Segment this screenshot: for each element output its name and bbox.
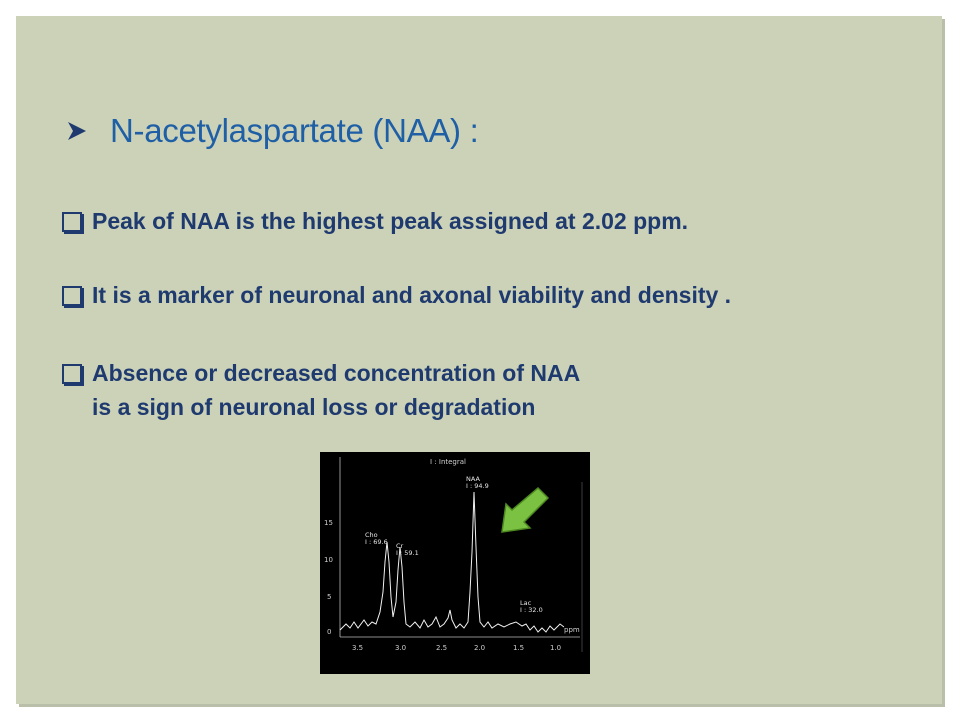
x-tick-label: 2.5	[436, 644, 448, 652]
x-tick-label: 1.5	[513, 644, 525, 652]
green-arrow-icon	[502, 488, 548, 532]
y-tick-label: 15	[324, 519, 333, 527]
checkbox-bullet-icon	[62, 286, 82, 306]
peak-integral: I : 94.9	[466, 482, 489, 490]
peak-label: Cr	[396, 542, 404, 550]
spectrum-legend: I : Integral	[430, 458, 466, 466]
bullet-item	[62, 204, 688, 238]
x-tick-label: 3.0	[395, 644, 407, 652]
y-tick-label: 0	[327, 628, 332, 636]
bullet-text: Absence or decreased concentration of NAA is a sign of neuronal loss or degradation	[92, 360, 580, 420]
bullet-text: Peak of NAA is the highest peak assigned at 2.02 ppm.	[92, 208, 689, 234]
peak-label: Cho	[365, 531, 378, 539]
peak-label: Lac	[520, 599, 532, 607]
checkbox-bullet-icon	[62, 364, 82, 384]
peak-integral: I : 59.1	[396, 549, 419, 557]
peak-integral: I : 32.0	[520, 606, 543, 614]
x-tick-label: 2.0	[474, 644, 486, 652]
checkbox-bullet-icon	[62, 212, 82, 232]
y-tick-label: 10	[324, 556, 333, 564]
x-tick-label: 3.5	[352, 644, 364, 652]
peak-label: NAA	[466, 475, 480, 483]
peak-integral: I : 69.6	[365, 538, 388, 546]
y-tick-label: 5	[327, 593, 332, 601]
slide	[16, 16, 942, 704]
x-axis-unit: ppm	[564, 626, 580, 634]
bullet-item	[62, 278, 731, 312]
mr-spectrum-image	[320, 452, 590, 674]
bullet-text: It is a marker of neuronal and axonal viability and density .	[92, 282, 732, 308]
x-tick-label: 1.0	[550, 644, 562, 652]
bullet-item	[62, 356, 882, 424]
heading	[66, 112, 478, 150]
arrow-bullet-icon	[66, 120, 88, 142]
heading-text: N-acetylaspartate (NAA) :	[110, 112, 479, 149]
